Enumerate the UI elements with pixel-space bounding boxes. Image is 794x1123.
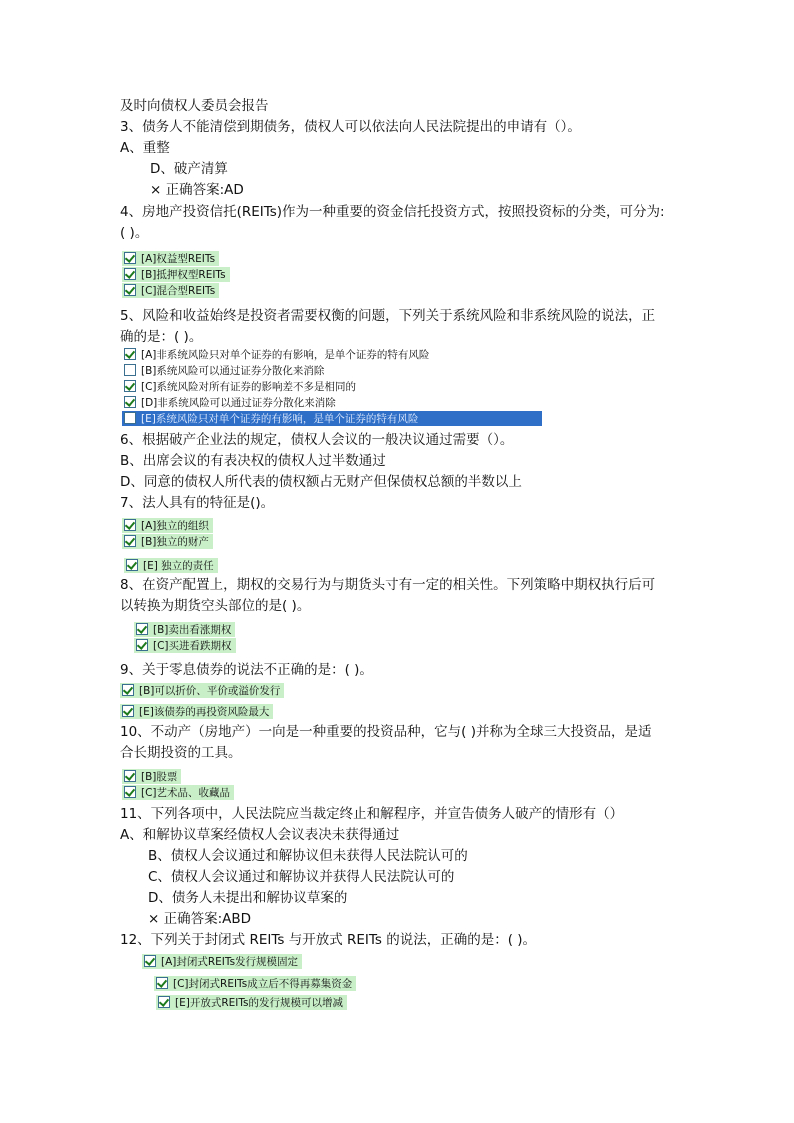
q12-option[interactable]: [E]开放式REITs的发行规模可以增减 bbox=[156, 994, 347, 1010]
checkbox-icon[interactable] bbox=[124, 412, 136, 424]
q12-option[interactable]: [A]封闭式REITs发行规模固定 bbox=[142, 953, 302, 969]
q3-answer: × 正确答案:AD bbox=[150, 182, 244, 198]
question-7: 7、法人具有的特征是()。 bbox=[120, 495, 275, 511]
q5-options bbox=[122, 346, 542, 426]
checkbox-checked-icon[interactable] bbox=[124, 786, 136, 798]
q5-option[interactable]: [B]系统风险可以通过证券分散化来消除 bbox=[122, 362, 542, 378]
q5-option[interactable]: [C]系统风险对所有证券的影响差不多是相同的 bbox=[122, 378, 542, 394]
intro-line: 及时向债权人委员会报告 bbox=[120, 98, 269, 114]
q8-options bbox=[134, 621, 236, 653]
checkbox-icon[interactable] bbox=[124, 364, 136, 376]
q7-option-e-group bbox=[124, 557, 218, 573]
checkbox-checked-icon[interactable] bbox=[124, 348, 136, 360]
q12-option-e-group bbox=[156, 994, 347, 1010]
q4-options bbox=[122, 250, 230, 298]
q4-option[interactable]: [B]抵押权型REITs bbox=[122, 266, 230, 282]
checkbox-checked-icon[interactable] bbox=[122, 705, 134, 717]
q11-option-a: A、和解协议草案经债权人会议表决未获得通过 bbox=[120, 827, 400, 843]
q10-option[interactable]: [C]艺术品、收藏品 bbox=[122, 784, 234, 800]
checkbox-checked-icon[interactable] bbox=[136, 639, 148, 651]
q6-option-d: D、同意的债权人所代表的债权额占无财产但保债权总额的半数以上 bbox=[120, 474, 522, 490]
q10-options bbox=[122, 768, 234, 800]
question-4-line1: 4、房地产投资信托(REITs)作为一种重要的资金信托投资方式，按照投资标的分类，可分为: bbox=[120, 204, 665, 220]
q5-option-selected[interactable]: [E]系统风险只对单个证券的有影响，是单个证券的特有风险 bbox=[122, 410, 542, 426]
q12-option-c-group bbox=[154, 975, 356, 991]
checkbox-checked-icon[interactable] bbox=[122, 684, 134, 696]
q9-option[interactable]: [E]该债券的再投资风险最大 bbox=[120, 703, 273, 719]
question-11: 11、下列各项中，人民法院应当裁定终止和解程序，并宣告债务人破产的情形有（） bbox=[120, 806, 624, 822]
q11-option-c: C、债权人会议通过和解协议并获得人民法院认可的 bbox=[148, 869, 455, 885]
checkbox-checked-icon[interactable] bbox=[124, 284, 136, 296]
q5-option[interactable]: [D]非系统风险可以通过证券分散化来消除 bbox=[122, 394, 542, 410]
question-9: 9、关于零息债券的说法不正确的是：( )。 bbox=[120, 662, 373, 678]
q6-option-b: B、出席会议的有表决权的债权人过半数通过 bbox=[120, 453, 386, 469]
q7-options bbox=[122, 517, 213, 549]
q8-option[interactable]: [C]买进看跌期权 bbox=[134, 637, 236, 653]
q11-option-d: D、债务人未提出和解协议草案的 bbox=[148, 890, 348, 906]
question-10-line2: 合长期投资的工具。 bbox=[120, 745, 242, 761]
q7-option[interactable]: [E] 独立的责任 bbox=[124, 557, 218, 573]
checkbox-checked-icon[interactable] bbox=[144, 955, 156, 967]
question-3: 3、债务人不能清偿到期债务，债权人可以依法向人民法院提出的申请有（）。 bbox=[120, 119, 581, 135]
question-5-line2: 确的是：( )。 bbox=[120, 329, 203, 345]
q11-answer: × 正确答案:ABD bbox=[148, 911, 252, 927]
q7-option[interactable]: [A]独立的组织 bbox=[122, 517, 213, 533]
checkbox-checked-icon[interactable] bbox=[124, 519, 136, 531]
question-8-line2: 以转换为期货空头部位的是( )。 bbox=[120, 598, 311, 614]
checkbox-checked-icon[interactable] bbox=[124, 396, 136, 408]
question-5-line1: 5、风险和收益始终是投资者需要权衡的问题，下列关于系统风险和非系统风险的说法，正 bbox=[120, 308, 656, 324]
q10-option[interactable]: [B]股票 bbox=[122, 768, 234, 784]
q9-option[interactable]: [B]可以折价、平价或溢价发行 bbox=[120, 682, 284, 698]
q9-option-e-group bbox=[120, 703, 273, 719]
question-6: 6、根据破产企业法的规定，债权人会议的一般决议通过需要（）。 bbox=[120, 432, 514, 448]
question-12: 12、下列关于封闭式 REITs 与开放式 REITs 的说法，正确的是：( )。 bbox=[120, 932, 537, 948]
checkbox-checked-icon[interactable] bbox=[124, 380, 136, 392]
checkbox-checked-icon[interactable] bbox=[124, 535, 136, 547]
question-4-line2: ( )。 bbox=[120, 225, 149, 241]
checkbox-checked-icon[interactable] bbox=[124, 770, 136, 782]
q3-option-a: A、重整 bbox=[120, 140, 170, 156]
q8-option[interactable]: [B]卖出看涨期权 bbox=[134, 621, 236, 637]
checkbox-checked-icon[interactable] bbox=[136, 623, 148, 635]
q9-option-b-group bbox=[120, 682, 284, 698]
checkbox-checked-icon[interactable] bbox=[158, 996, 170, 1008]
checkbox-checked-icon[interactable] bbox=[124, 268, 136, 280]
q7-option[interactable]: [B]独立的财产 bbox=[122, 533, 213, 549]
q12-option-a-group bbox=[142, 953, 302, 969]
q5-option[interactable]: [A]非系统风险只对单个证券的有影响，是单个证券的特有风险 bbox=[122, 346, 542, 362]
checkbox-checked-icon[interactable] bbox=[124, 252, 136, 264]
checkbox-checked-icon[interactable] bbox=[156, 977, 168, 989]
q11-option-b: B、债权人会议通过和解协议但未获得人民法院认可的 bbox=[148, 848, 468, 864]
question-10-line1: 10、不动产（房地产）一向是一种重要的投资品种，它与( )并称为全球三大投资品，是适 bbox=[120, 724, 652, 740]
q3-option-d: D、破产清算 bbox=[150, 161, 228, 177]
question-8-line1: 8、在资产配置上，期权的交易行为与期货头寸有一定的相关性。下列策略中期权执行后可 bbox=[120, 577, 656, 593]
q4-option[interactable]: [A]权益型REITs bbox=[122, 250, 230, 266]
q12-option[interactable]: [C]封闭式REITs成立后不得再募集资金 bbox=[154, 975, 356, 991]
checkbox-checked-icon[interactable] bbox=[126, 559, 138, 571]
q4-option[interactable]: [C]混合型REITs bbox=[122, 282, 230, 298]
